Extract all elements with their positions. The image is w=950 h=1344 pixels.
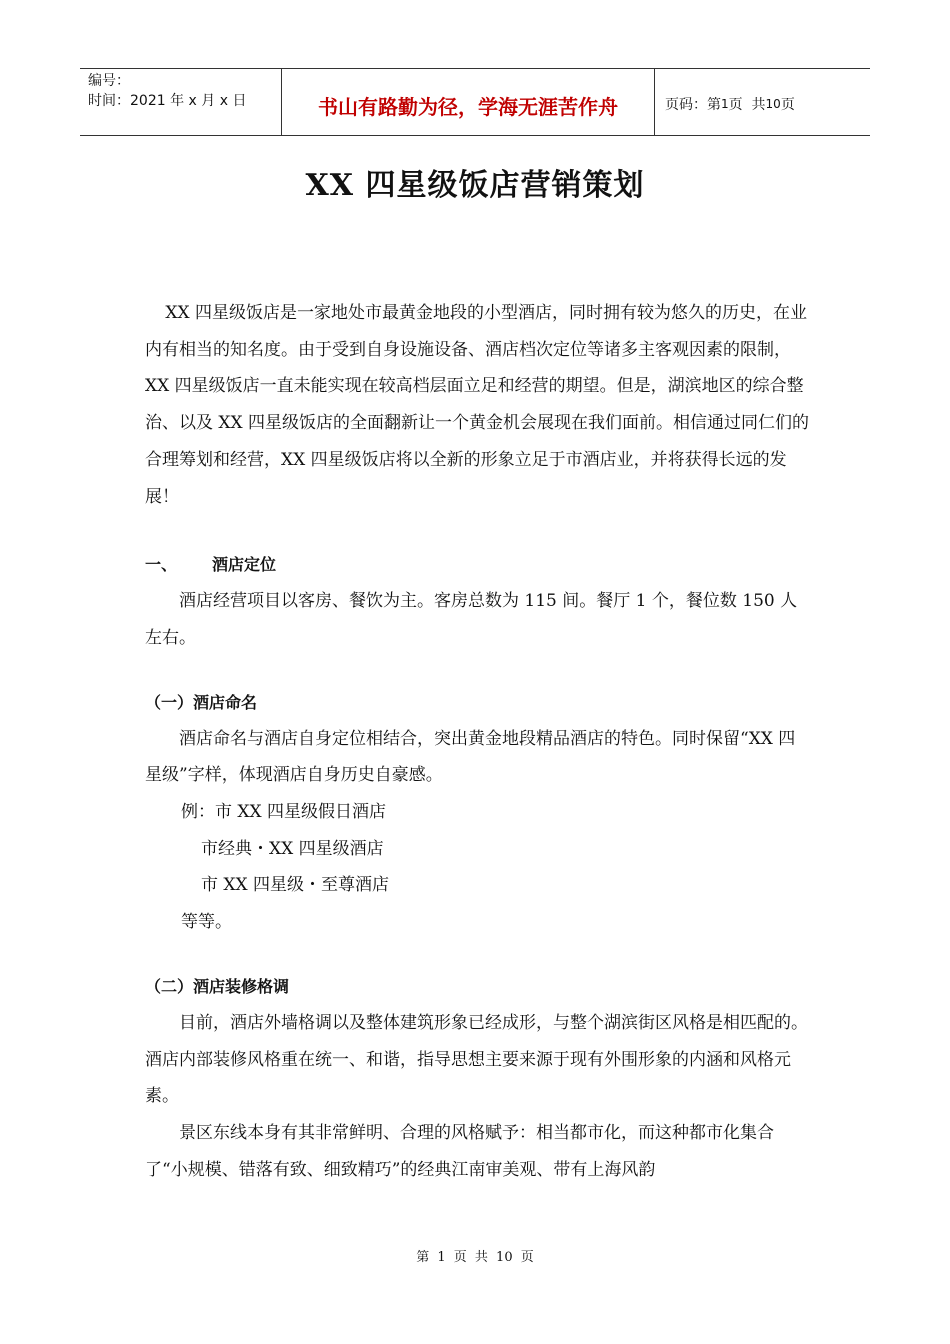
- subsection-heading-decoration: （二）酒店装修格调: [145, 976, 290, 996]
- example-etc: 等等。: [181, 912, 232, 933]
- subsection-paragraph: 酒店命名与酒店自身定位相结合，突出黄金地段精品酒店的特色。同时保留“XX 四星级”字样，体现酒店自身历史自豪感。: [145, 728, 796, 786]
- section-heading-positioning: [145, 547, 810, 583]
- example-item: 市 XX 四星级・至尊酒店: [201, 875, 390, 896]
- section-title: 酒店定位: [212, 555, 277, 575]
- page-footer: 第 1 页 共 10 页: [416, 1250, 534, 1265]
- header-page-suffix: 页: [780, 97, 795, 113]
- header-motto: 书山有路勤为径，学海无涯苦作舟: [282, 69, 655, 135]
- intro-paragraph: XX 四星级饭店是一家地处市最黄金地段的小型酒店，同时拥有较为悠久的历史，在业内有相当的知名度。由于受到自身设施设备、酒店档次定位等诸多主客观因素的限制，XX 四星级饭店一直未能实现在较高档层面立足和经营的期望。但是，湖滨地区的综合整治、以及 XX 四星级饭店的全面翻新让一个黄金机会展现在我们面前。相信通过同仁们的合理筹划和经营，XX 四星级饭店将以全新的形象立足于市酒店业，并将获得长远的发展！: [145, 303, 810, 507]
- header-meta: [80, 69, 282, 135]
- header-number-label: 编号：: [88, 73, 130, 89]
- section-number: 一、: [145, 555, 178, 575]
- document-title: XX 四星级饭店营销策划: [305, 168, 645, 203]
- subsection-paragraph: 目前，酒店外墙格调以及整体建筑形象已经成形，与整个湖滨街区风格是相匹配的。酒店内部装修风格重在统一、和谐，指导思想主要来源于现有外围形象的内涵和风格元素。: [145, 1012, 808, 1107]
- header-page-total: 10: [765, 97, 781, 111]
- header-page-info: [655, 69, 870, 135]
- header-time-label: 时间：2021 年 x 月 x 日: [88, 93, 247, 109]
- header-page-mid: 页 共: [728, 97, 766, 113]
- subsection-paragraph: 景区东线本身有其非常鲜明、合理的风格赋予：相当都市化，而这种都市化集合了“小规模、错落有致、细致精巧”的经典江南审美观、带有上海风韵: [145, 1122, 774, 1180]
- document-body: [145, 295, 810, 1188]
- header-page-num: 1: [721, 97, 729, 111]
- document-header: [80, 68, 870, 136]
- example-item: 例：市 XX 四星级假日酒店: [181, 802, 387, 823]
- section-paragraph: 酒店经营项目以客房、餐饮为主。客房总数为 115 间。餐厅 1 个，餐位数 150 人左右。: [145, 591, 798, 648]
- example-item: 市经典・XX 四星级酒店: [201, 838, 384, 859]
- subsection-heading-naming: （一）酒店命名: [145, 692, 258, 712]
- header-page-prefix: 页码：第: [665, 97, 721, 113]
